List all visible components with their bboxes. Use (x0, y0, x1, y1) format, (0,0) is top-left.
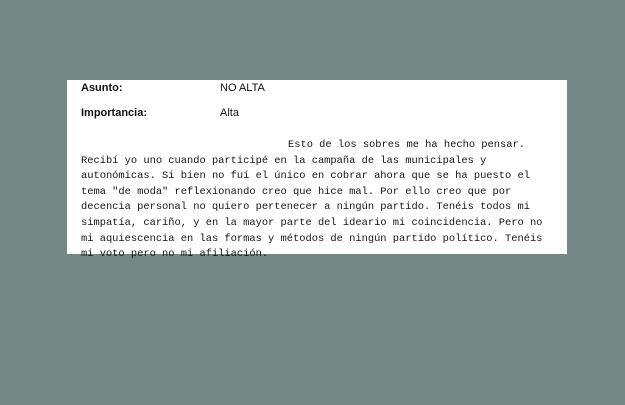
email-body (81, 138, 563, 263)
body-line: mi voto pero no mi afiliación. (81, 248, 269, 261)
importance-value: Alta (220, 107, 239, 119)
email-panel (67, 80, 567, 261)
subject-value: NO ALTA (220, 82, 265, 94)
subject-label: Asunto: (81, 82, 123, 94)
body-line: Recibí yo uno cuando participé en la campaña de las municipales y (81, 154, 487, 167)
importance-label: Importancia: (81, 107, 148, 119)
body-line: simpatía, cariño, y en la mayor parte del ideario mi coincidencia. Pero no (81, 216, 543, 229)
body-line: tema "de moda" reflexionando creo que hice mal. Por ello creo que por (81, 185, 512, 198)
body-line: mi aquiescencia en las formas y métodos de ningún partido político. Tenéis (81, 232, 543, 245)
body-line: Esto de los sobres me ha hecho pensar. (288, 139, 525, 151)
body-line: decencia personal no quiero pertenecer a ningún partido. Tenéis todos mi (81, 201, 530, 214)
body-line: autonómicas. Si bien no fuí el único en cobrar ahora que se ha puesto el (81, 170, 530, 183)
